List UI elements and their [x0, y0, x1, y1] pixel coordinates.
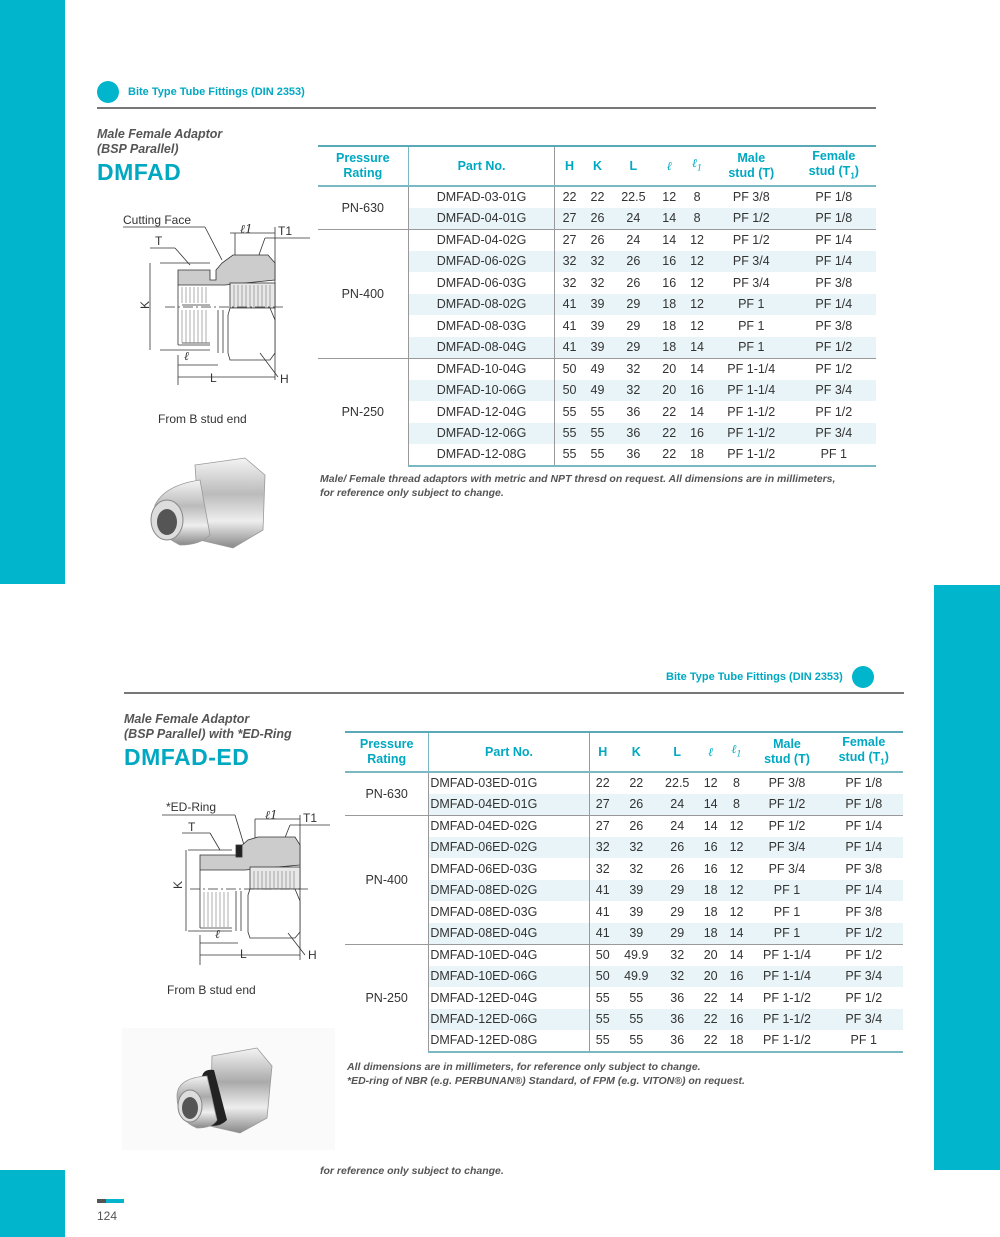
value-cell: 14 — [698, 815, 724, 837]
pressure-rating-cell: PN-250 — [345, 944, 429, 1052]
value-cell: 50 — [589, 966, 616, 988]
value-cell: 22 — [595, 776, 610, 791]
value-cell: 22 — [698, 1030, 724, 1052]
value-cell: 14 — [698, 794, 724, 816]
table-note: Male/ Female thread adaptors with metric and NPT thresd on request. All dimensions are in millimeters, for reference only subject to change. — [320, 473, 836, 499]
table-row — [345, 858, 903, 880]
value-cell: 41 — [562, 318, 577, 333]
table-row — [345, 1030, 903, 1052]
value-cell: PF 3/4 — [768, 861, 806, 876]
value-cell: 14 — [655, 208, 683, 230]
value-cell: 18 — [703, 904, 718, 919]
product-title-dmfad-ed — [124, 712, 292, 770]
section-header-top — [97, 81, 305, 103]
value-cell: 39 — [616, 880, 657, 902]
label-ell: ℓ — [215, 927, 220, 941]
table-row — [318, 358, 876, 380]
table-row — [345, 966, 903, 988]
value-cell: 55 — [595, 990, 610, 1005]
value-cell: 29 — [626, 318, 641, 333]
label-k: K — [138, 300, 152, 309]
value-cell: 27 — [589, 815, 616, 837]
value-cell: 8 — [683, 208, 711, 230]
value-cell: 41 — [589, 880, 616, 902]
part-number-cell: DMFAD-08ED-04G — [429, 923, 589, 945]
value-cell: 32 — [589, 837, 616, 859]
value-cell: 22 — [662, 404, 677, 419]
spec-table-body — [345, 772, 903, 1052]
col-header-pressure-rating: Pressure Rating — [318, 146, 408, 186]
label-ell: ℓ — [184, 349, 189, 363]
value-cell: PF 1/2 — [749, 815, 824, 837]
value-cell: PF 1/4 — [792, 294, 876, 316]
bleed-through-text: for reference only subject to change. — [320, 1165, 504, 1177]
value-cell: 18 — [683, 444, 711, 466]
table-row — [345, 880, 903, 902]
part-number-cell: DMFAD-04ED-01G — [429, 794, 589, 816]
value-cell: 41 — [555, 337, 584, 359]
value-cell: 12 — [683, 251, 711, 273]
value-cell: 12 — [703, 776, 718, 791]
product-title-dmfad — [97, 127, 222, 185]
value-cell: 14 — [724, 944, 750, 966]
part-number-cell: DMFAD-08ED-03G — [429, 901, 589, 923]
value-cell: PF 3/8 — [845, 861, 883, 876]
label-t: T — [155, 234, 163, 248]
part-number-cell: DMFAD-03-01G — [408, 186, 555, 208]
label-t: T — [188, 820, 196, 834]
accent-band-right — [934, 585, 1000, 1170]
value-cell: 29 — [657, 880, 698, 902]
part-number-cell: DMFAD-08-03G — [408, 315, 555, 337]
table-row — [318, 229, 876, 251]
value-cell: 16 — [703, 861, 718, 876]
value-cell: 55 — [555, 423, 584, 445]
col-header-male-stud: Male stud (T) — [764, 737, 810, 766]
spec-table-dmfad-ed — [345, 731, 903, 1053]
value-cell: 12 — [690, 275, 704, 290]
value-cell: PF 1-1/2 — [727, 404, 776, 419]
label-ell1: ℓ1 — [265, 808, 278, 822]
value-cell: 32 — [611, 358, 655, 380]
value-cell: 27 — [589, 794, 616, 816]
value-cell: 50 — [555, 358, 584, 380]
value-cell: PF 1-1/4 — [711, 380, 792, 402]
technical-drawing-dmfad — [110, 205, 310, 395]
technical-drawing-dmfad-ed — [140, 795, 330, 970]
value-cell: 22 — [703, 990, 718, 1005]
part-number-cell: DMFAD-06-03G — [408, 272, 555, 294]
product-subtitle: Male Female Adaptor — [124, 712, 250, 726]
value-cell: 55 — [629, 990, 644, 1005]
value-cell: 16 — [683, 380, 711, 402]
drawing-caption: From B stud end — [158, 412, 247, 426]
part-number-cell: DMFAD-08-04G — [408, 337, 555, 359]
value-cell: PF 1-1/2 — [749, 1030, 824, 1052]
value-cell: 36 — [670, 990, 685, 1005]
value-cell: 55 — [555, 444, 584, 466]
label-cutting-face: Cutting Face — [123, 213, 192, 227]
value-cell: 55 — [584, 444, 612, 466]
label-ell1: ℓ1 — [240, 222, 253, 236]
table-row — [345, 837, 903, 859]
part-number-cell: DMFAD-10ED-06G — [429, 966, 589, 988]
value-cell: 32 — [584, 251, 612, 273]
value-cell: 36 — [657, 1030, 698, 1052]
value-cell: 36 — [626, 404, 641, 419]
value-cell: 12 — [683, 294, 711, 316]
label-ed-ring: *ED-Ring — [166, 800, 217, 814]
value-cell: 26 — [584, 229, 612, 251]
value-cell: 50 — [589, 944, 616, 966]
col-header-female-stud: Female stud $(T_1)$ — [808, 148, 859, 181]
col-header-k: K — [631, 744, 641, 759]
divider — [124, 692, 904, 694]
col-header-ell: ℓ — [708, 744, 714, 759]
value-cell: PF 1 — [749, 923, 824, 945]
product-photo-dmfad-ed — [122, 1028, 335, 1150]
value-cell: PF 1/4 — [792, 229, 876, 251]
value-cell: 36 — [611, 444, 655, 466]
value-cell: 49.9 — [616, 944, 657, 966]
value-cell: PF 3/4 — [792, 380, 876, 402]
value-cell: 12 — [683, 229, 711, 251]
value-cell: PF 1/2 — [792, 358, 876, 380]
value-cell: 32 — [595, 861, 610, 876]
value-cell: 26 — [616, 794, 657, 816]
col-header-part-no: Part No. — [408, 146, 555, 186]
value-cell: 20 — [655, 380, 683, 402]
value-cell: 41 — [555, 294, 584, 316]
label-l: L — [210, 371, 217, 385]
value-cell: PF 3/4 — [792, 423, 876, 445]
section-header-bottom — [666, 666, 874, 688]
part-number-cell: DMFAD-12-04G — [408, 401, 555, 423]
accent-band-left-top — [0, 0, 65, 584]
divider — [97, 107, 876, 109]
value-cell: 22 — [590, 190, 605, 205]
value-cell: PF 1-1/2 — [711, 423, 792, 445]
table-row — [345, 901, 903, 923]
col-header-ell: ℓ — [666, 158, 672, 173]
value-cell: PF 1/2 — [711, 208, 792, 230]
value-cell: 39 — [584, 337, 612, 359]
value-cell: 32 — [555, 251, 584, 273]
value-cell: 8 — [724, 794, 750, 816]
part-number-cell: DMFAD-06-02G — [408, 251, 555, 273]
value-cell: 12 — [729, 904, 744, 919]
value-cell: 26 — [670, 861, 685, 876]
value-cell: 55 — [589, 1030, 616, 1052]
value-cell: 18 — [662, 318, 677, 333]
value-cell: 14 — [683, 358, 711, 380]
bullet-circle-icon — [852, 666, 874, 688]
part-number-cell: DMFAD-12ED-08G — [429, 1030, 589, 1052]
value-cell: PF 3/4 — [711, 251, 792, 273]
value-cell: 29 — [611, 294, 655, 316]
value-cell: PF 1-1/2 — [711, 444, 792, 466]
label-t1: T1 — [303, 811, 318, 825]
value-cell: 8 — [693, 190, 701, 205]
value-cell: PF 3/8 — [845, 904, 883, 919]
value-cell: 26 — [657, 837, 698, 859]
value-cell: 55 — [562, 404, 577, 419]
part-number-cell: DMFAD-06ED-03G — [429, 858, 589, 880]
value-cell: 26 — [626, 275, 641, 290]
value-cell: PF 1 — [773, 904, 801, 919]
value-cell: 26 — [611, 251, 655, 273]
value-cell: 16 — [683, 423, 711, 445]
value-cell: 22 — [655, 423, 683, 445]
part-number-cell: DMFAD-08-02G — [408, 294, 555, 316]
table-note: All dimensions are in millimeters, for reference only subject to change. *ED-ring of NBR (e.g. PERBUNAN®) Standard, of FPM (e.g. VITON®) on request. — [347, 1061, 745, 1087]
value-cell: 41 — [589, 923, 616, 945]
part-number-cell: DMFAD-12ED-04G — [429, 987, 589, 1009]
part-number-cell: DMFAD-12-08G — [408, 444, 555, 466]
pressure-rating-cell: PN-400 — [318, 229, 408, 358]
value-cell: PF 1/2 — [825, 944, 904, 966]
value-cell: 18 — [698, 923, 724, 945]
table-row — [345, 987, 903, 1009]
value-cell: PF 1 — [711, 337, 792, 359]
value-cell: 20 — [698, 966, 724, 988]
part-number-cell: DMFAD-10ED-04G — [429, 944, 589, 966]
value-cell: PF 3/4 — [825, 966, 904, 988]
value-cell: PF 3/8 — [768, 776, 806, 791]
col-header-part-no: Part No. — [429, 732, 589, 772]
pressure-rating-cell: PN-630 — [318, 186, 408, 229]
value-cell: 36 — [657, 1009, 698, 1031]
table-row — [345, 944, 903, 966]
value-cell: PF 1/8 — [792, 208, 876, 230]
col-header-ell1: ℓ$_1$ — [731, 742, 742, 759]
accent-band-left-bottom — [0, 1170, 65, 1237]
label-l: L — [240, 947, 247, 961]
value-cell: 24 — [611, 208, 655, 230]
label-k: K — [171, 880, 185, 889]
value-cell: 22.5 — [665, 776, 690, 791]
table-row — [345, 772, 903, 794]
value-cell: 8 — [733, 776, 740, 791]
value-cell: 16 — [698, 837, 724, 859]
value-cell: 41 — [595, 904, 610, 919]
value-cell: 16 — [724, 1009, 750, 1031]
value-cell: 55 — [616, 1009, 657, 1031]
value-cell: PF 1 — [738, 318, 765, 333]
value-cell: PF 1/2 — [815, 404, 853, 419]
value-cell: 20 — [698, 944, 724, 966]
value-cell: 22 — [698, 1009, 724, 1031]
product-code: DMFAD — [97, 159, 182, 185]
page-marker — [97, 1199, 124, 1203]
value-cell: 18 — [724, 1030, 750, 1052]
value-cell: PF 1 — [825, 1030, 904, 1052]
value-cell: PF 1/2 — [711, 229, 792, 251]
part-number-cell: DMFAD-04-01G — [408, 208, 555, 230]
value-cell: 16 — [724, 966, 750, 988]
product-code: DMFAD-ED — [124, 744, 250, 770]
pressure-rating-cell: PN-250 — [318, 358, 408, 466]
page-number: 124 — [97, 1209, 118, 1223]
value-cell: PF 1 — [711, 294, 792, 316]
product-subtitle: Male Female Adaptor — [97, 127, 223, 141]
value-cell: 18 — [655, 294, 683, 316]
col-header-k: K — [592, 158, 602, 173]
value-cell: PF 1-1/2 — [763, 990, 811, 1005]
value-cell: 24 — [657, 794, 698, 816]
col-header-female-stud: Female stud $(T_1)$ — [838, 734, 889, 767]
value-cell: 32 — [611, 380, 655, 402]
value-cell: 14 — [724, 923, 750, 945]
table-row — [345, 923, 903, 945]
value-cell: 12 — [724, 815, 750, 837]
value-cell: 39 — [616, 923, 657, 945]
value-cell: 39 — [584, 294, 612, 316]
value-cell: PF 1/4 — [825, 815, 904, 837]
value-cell: 39 — [590, 318, 605, 333]
value-cell: PF 3/8 — [815, 318, 853, 333]
part-number-cell: DMFAD-12-06G — [408, 423, 555, 445]
value-cell: 24 — [611, 229, 655, 251]
spec-table-body — [318, 186, 876, 466]
value-cell: 36 — [611, 423, 655, 445]
value-cell: 14 — [729, 990, 744, 1005]
section-header-label: Bite Type Tube Fittings (DIN 2353) — [666, 671, 843, 683]
value-cell: PF 1-1/4 — [749, 944, 824, 966]
part-number-cell: DMFAD-03ED-01G — [429, 772, 589, 794]
value-cell: 12 — [729, 861, 744, 876]
product-subtitle: (BSP Parallel) — [97, 142, 179, 156]
value-cell: 50 — [555, 380, 584, 402]
value-cell: PF 3/4 — [732, 275, 770, 290]
col-header-h: H — [565, 158, 575, 173]
value-cell: 26 — [584, 208, 612, 230]
col-header-l: L — [673, 744, 682, 759]
product-photo-dmfad — [125, 450, 285, 560]
value-cell: 32 — [616, 837, 657, 859]
value-cell: 14 — [690, 404, 704, 419]
value-cell: PF 1/4 — [792, 251, 876, 273]
value-cell: PF 1/2 — [825, 923, 904, 945]
table-row — [345, 794, 903, 816]
table-row — [345, 1009, 903, 1031]
col-header-l: L — [629, 158, 638, 173]
label-t1: T1 — [278, 224, 293, 238]
value-cell: PF 1-1/4 — [749, 966, 824, 988]
value-cell: 20 — [655, 358, 683, 380]
value-cell: 22 — [655, 444, 683, 466]
value-cell: 26 — [616, 815, 657, 837]
pressure-rating-cell: PN-400 — [345, 815, 429, 944]
part-number-cell: DMFAD-08ED-02G — [429, 880, 589, 902]
value-cell: 16 — [655, 251, 683, 273]
drawing-caption: From B stud end — [167, 983, 256, 997]
part-number-cell: DMFAD-10-04G — [408, 358, 555, 380]
value-cell: 32 — [657, 944, 698, 966]
value-cell: PF 3/4 — [825, 1009, 904, 1031]
value-cell: PF 1 — [792, 444, 876, 466]
label-h: H — [280, 372, 289, 386]
value-cell: 29 — [611, 337, 655, 359]
value-cell: PF 1/2 — [749, 794, 824, 816]
value-cell: 55 — [590, 404, 605, 419]
product-subtitle: (BSP Parallel) with *ED-Ring — [124, 727, 292, 741]
value-cell: 12 — [724, 837, 750, 859]
part-number-cell: DMFAD-04-02G — [408, 229, 555, 251]
value-cell: 16 — [662, 275, 677, 290]
value-cell: PF 1/8 — [815, 190, 853, 205]
value-cell: PF 1/8 — [845, 776, 883, 791]
value-cell: 32 — [562, 275, 577, 290]
value-cell: PF 1/2 — [792, 337, 876, 359]
value-cell: PF 3/4 — [749, 837, 824, 859]
col-header-h: H — [598, 744, 608, 759]
value-cell: 18 — [655, 337, 683, 359]
label-h: H — [308, 948, 317, 962]
value-cell: 22 — [629, 776, 644, 791]
bullet-circle-icon — [97, 81, 119, 103]
part-number-cell: DMFAD-06ED-02G — [429, 837, 589, 859]
value-cell: 24 — [657, 815, 698, 837]
value-cell: 22.5 — [621, 190, 646, 205]
value-cell: PF 1/4 — [825, 880, 904, 902]
spec-table-dmfad — [318, 145, 876, 467]
value-cell: PF 1-1/2 — [749, 1009, 824, 1031]
value-cell: PF 1 — [749, 880, 824, 902]
value-cell: 49 — [584, 358, 612, 380]
col-header-pressure-rating: Pressure Rating — [345, 732, 429, 772]
value-cell: 27 — [555, 208, 584, 230]
pressure-rating-cell: PN-630 — [345, 772, 429, 815]
value-cell: 55 — [589, 1009, 616, 1031]
value-cell: 39 — [629, 904, 644, 919]
table-row — [345, 815, 903, 837]
value-cell: PF 3/8 — [732, 190, 770, 205]
value-cell: 18 — [698, 880, 724, 902]
value-cell: PF 1-1/4 — [711, 358, 792, 380]
value-cell: 49.9 — [616, 966, 657, 988]
value-cell: 27 — [555, 229, 584, 251]
value-cell: 55 — [616, 1030, 657, 1052]
value-cell: 32 — [629, 861, 644, 876]
value-cell: 55 — [584, 423, 612, 445]
part-number-cell: DMFAD-12ED-06G — [429, 1009, 589, 1031]
part-number-cell: DMFAD-04ED-02G — [429, 815, 589, 837]
value-cell: 32 — [657, 966, 698, 988]
value-cell: 29 — [670, 904, 685, 919]
value-cell: PF 1/2 — [845, 990, 883, 1005]
value-cell: 29 — [657, 923, 698, 945]
value-cell: 12 — [690, 318, 704, 333]
value-cell: PF 1/4 — [825, 837, 904, 859]
col-header-ell1: ℓ$_1$ — [692, 156, 703, 173]
value-cell: 14 — [655, 229, 683, 251]
col-header-male-stud: Male stud (T) — [728, 151, 775, 180]
value-cell: 12 — [662, 190, 677, 205]
part-number-cell: DMFAD-10-06G — [408, 380, 555, 402]
value-cell: 14 — [683, 337, 711, 359]
value-cell: 49 — [584, 380, 612, 402]
value-cell: 32 — [590, 275, 605, 290]
value-cell: PF 1/8 — [825, 794, 904, 816]
table-row — [318, 186, 876, 208]
section-header-label: Bite Type Tube Fittings (DIN 2353) — [128, 86, 305, 98]
value-cell: PF 3/8 — [815, 275, 853, 290]
value-cell: 12 — [724, 880, 750, 902]
value-cell: 22 — [562, 190, 577, 205]
